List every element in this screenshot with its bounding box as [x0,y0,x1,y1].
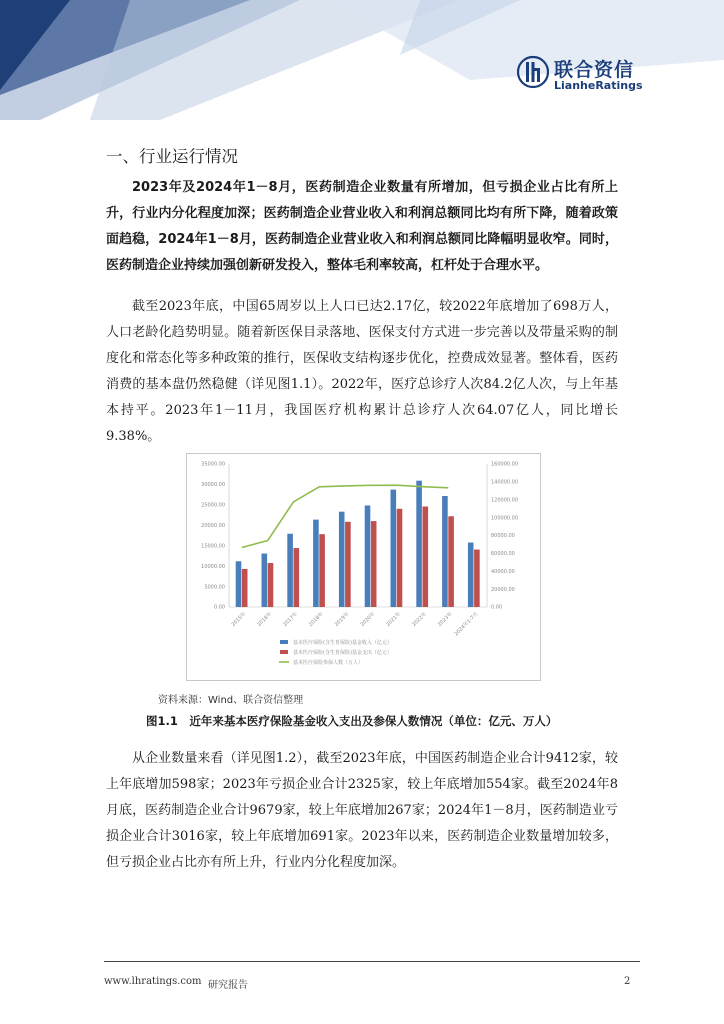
bar [319,534,325,607]
x-tick-label: 2022年 [411,611,428,628]
bar [442,496,448,607]
bar [371,521,377,607]
bar [313,520,319,607]
bar [468,543,474,607]
y-tick-label-right: 140000.00 [491,479,519,486]
bar [287,534,293,607]
y-tick-label-right: 0.00 [491,604,503,611]
demand-paragraph: 截至2023年底，中国65周岁以上人口已达2.17亿，较2022年底增加了698万人，人口老龄化趋势明显。随着新医保目录落地、医保支付方式进一步完善以及带量采购的制度化和常态化等多种政策的推行，医保收支结构逐步优化，控费成效显著。整体看，医药消费的基本盘仍然稳健（详见图1.1）。2022年，医疗总诊疗人次84.2亿人次，与上年基本持平。2023年1－11月，我国医疗机构累计总诊疗人次64.07亿人，同比增长9.38%。 [106,299,618,444]
section-title: 一、行业运行情况 [106,147,238,166]
summary-paragraph: 2023年及2024年1－8月，医药制造企业数量有所增加，但亏损企业占比有所上升，行业内分化程度加深；医药制造企业营业收入和利润总额同比均有所下降，随着政策面趋稳，2024年1－8月，医药制造企业营业收入和利润总额同比降幅明显收窄。同时，医药制造企业持续加强创新研发投入，整体毛利率较高，杠杆处于合理水平。 [106,180,618,273]
chart-canvas [187,454,540,680]
legend-swatch [280,640,288,644]
y-tick-label-left: 25000.00 [201,502,225,509]
bar [268,563,274,607]
legend-swatch [280,650,288,654]
page-number: 2 [624,976,631,987]
footer-label: 研究报告 [208,980,248,991]
bar [236,561,242,607]
y-tick-label-right: 80000.00 [491,533,515,540]
x-tick-label: 2019年 [333,611,351,628]
bar [397,509,403,607]
y-tick-label-left: 15000.00 [201,543,225,550]
bar [242,569,248,607]
y-tick-label-left: 20000.00 [201,522,225,529]
y-tick-label-right: 100000.00 [491,515,519,522]
y-tick-label-right: 40000.00 [491,568,515,575]
logo-english-name: LianheRatings [554,79,643,92]
bar [262,554,268,607]
bar [339,512,345,607]
y-tick-label-left: 35000.00 [201,461,225,468]
y-tick-label-right: 120000.00 [491,497,519,504]
legend-label: 基本医疗保险参保人数（万人） [293,660,364,666]
enterprises-paragraph: 从企业数量来看（详见图1.2），截至2023年底，中国医药制造企业合计9412家，较上年底增加598家；2023年亏损企业合计2325家，较上年底增加554家。截至2024年8月底，医药制造企业合计9679家，较上年底增加267家；2024年1－8月，医药制造业亏损企业合计3016家，较上年底增加691家。2023年以来，医药制造企业数量增加较多，但亏损企业占比亦有所上升，行业内分化程度加深。 [106,751,618,870]
bar [448,516,454,607]
y-tick-label-right: 160000.00 [491,461,519,468]
logo-chinese-name: 联合资信 [554,59,635,81]
x-tick-label: 2024年1-7月 [453,611,480,638]
bar [391,490,397,607]
y-tick-label-left: 30000.00 [201,482,225,489]
legend-label: 基本医疗保险(含生育保险)基金收入（亿元） [293,640,392,646]
figure-caption: 图1.1 近年来基本医疗保险基金收入支出及参保人数情况（单位：亿元、万人） [146,714,558,728]
footer-url: www.lhratings.com [104,976,202,987]
bar [365,505,371,607]
bar [423,507,429,608]
figure-source: 资料来源：Wind、联合资信整理 [158,695,304,706]
bar [345,522,351,607]
y-tick-label-left: 5000.00 [204,584,225,591]
x-tick-label: 2021年 [385,611,403,628]
x-tick-label: 2023年 [436,611,454,628]
lianhe-logo-icon [517,55,549,89]
legend-label: 基本医疗保险(含生育保险)基金支出（亿元） [293,650,392,656]
y-tick-label-left: 0.00 [213,604,225,611]
y-tick-label-right: 20000.00 [491,586,515,593]
bar [416,481,422,607]
bar [474,550,480,607]
medical-insurance-chart [186,453,541,681]
x-tick-label: 2016年 [256,611,274,628]
x-tick-label: 2018年 [307,611,325,628]
y-tick-label-left: 10000.00 [201,563,225,570]
footer-divider [104,961,640,962]
y-tick-label-right: 60000.00 [491,551,515,558]
x-tick-label: 2020年 [359,611,377,628]
x-tick-label: 2017年 [282,611,299,628]
x-tick-label: 2015年 [230,611,248,628]
lianhe-logo [517,55,647,95]
bar [294,548,300,607]
